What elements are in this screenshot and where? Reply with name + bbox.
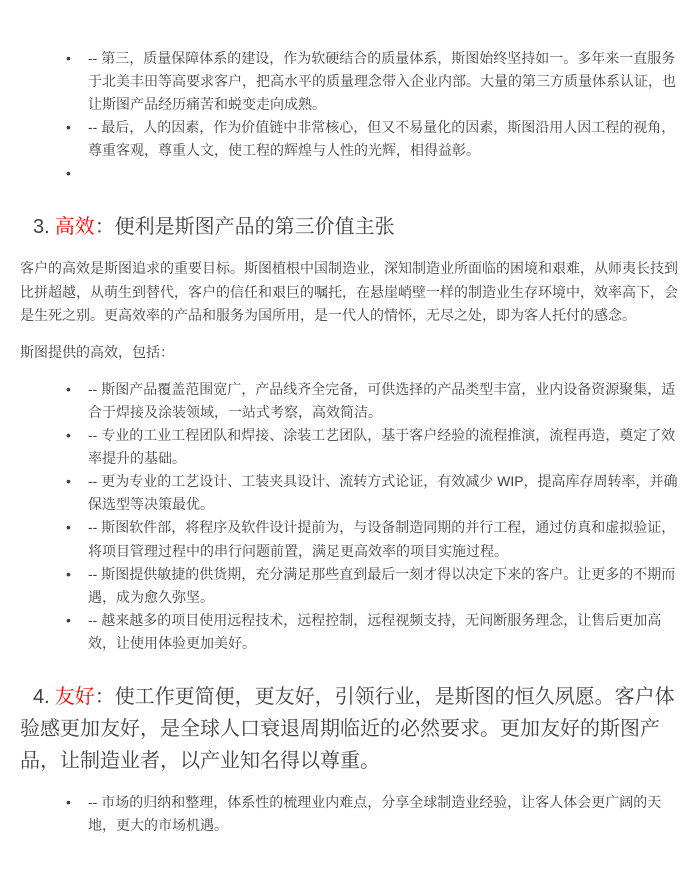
bullet-icon: • bbox=[66, 427, 71, 444]
bullet-icon: • bbox=[66, 793, 71, 810]
section-3-bullet-list bbox=[20, 378, 680, 655]
section-3-heading bbox=[20, 211, 680, 243]
list-item bbox=[66, 516, 680, 562]
list-item bbox=[66, 470, 680, 516]
section-3-list-intro: 斯图提供的高效，包括： bbox=[20, 343, 174, 360]
bullet-icon: • bbox=[66, 119, 71, 136]
list-item-text: -- 更为专业的工艺设计、工装夹具设计、流转方式论证，有效减少 WIP，提高库存周转率，并确保选型等决策最优。 bbox=[88, 473, 678, 513]
list-item-empty bbox=[66, 162, 680, 185]
list-item bbox=[66, 609, 680, 655]
bullet-icon: • bbox=[66, 50, 71, 66]
section-3-paragraph: 客户的高效是斯图追求的重要目标。斯图植根中国制造业，深知制造业所面临的困境和艰难，从师夷长技到比拼超越，从萌生到替代，客户的信任和艰巨的嘱托，在悬崖峭壁一样的制造业生存环境中，效率高下，会是生死之别。更高效率的产品和服务为国所用，是一代人的情怀，无尽之处，即为客人托付的感念。 bbox=[20, 260, 678, 323]
bullet-icon: • bbox=[66, 565, 71, 582]
list-item bbox=[66, 791, 680, 837]
list-item-text: -- 斯图软件部，将程序及软件设计提前为，与设备制造同期的并行工程，通过仿真和虚拟验证，将项目管理过程中的串行问题前置，满足更高效率的项目实施过程。 bbox=[88, 519, 676, 559]
section-4-heading bbox=[20, 681, 680, 777]
section-4-bullet-list bbox=[20, 791, 680, 837]
section-4-number: 4. bbox=[33, 685, 50, 708]
section-3-number: 3. bbox=[33, 216, 50, 239]
list-item-text: -- 第三，质量保障体系的建设，作为软硬结合的质量体系，斯图始终坚持如一。多年来一直服务于北美丰田等高要求客户，把高水平的质量理念带入企业内部。大量的第三方质量体系认证，也让斯图产品经历痛苦和蜕变走向成熟。 bbox=[88, 50, 676, 113]
intro-bullet-list bbox=[20, 47, 680, 185]
section-4-title-rest: ：使工作更简便，更友好，引领行业，是斯图的恒久夙愿。客户体验感更加友好，是全球人口衰退周期临近的必然要求。更加友好的斯图产品，让制造业者，以产业知名得以尊重。 bbox=[20, 685, 675, 772]
list-item-text: -- 专业的工业工程团队和焊接、涂装工艺团队，基于客户经验的流程推演，流程再造，奠定了效率提升的基础。 bbox=[88, 427, 676, 467]
bullet-icon: • bbox=[66, 165, 71, 182]
section-3-title-rest: ：便利是斯图产品的第三价值主张 bbox=[94, 216, 395, 239]
list-item bbox=[66, 47, 680, 116]
list-item-text: -- 最后，人的因素，作为价值链中非常核心，但又不易量化的因素，斯图沿用人因工程的视角，尊重客观，尊重人文，使工程的辉煌与人性的光辉，相得益彰。 bbox=[88, 119, 676, 159]
list-item-text: -- 越来越多的项目使用远程技术，远程控制，远程视频支持，无间断服务理念，让售后更加高效，让使用体验更加美好。 bbox=[88, 611, 662, 651]
list-item bbox=[66, 116, 680, 162]
list-item-text: -- 斯图产品覆盖范围宽广，产品线齐全完备，可供选择的产品类型丰富，业内设备资源聚集，适合于焊接及涂装领域，一站式考察，高效简洁。 bbox=[88, 380, 676, 420]
section-4-keyword: 友好 bbox=[54, 685, 95, 708]
list-item-text: -- 斯图提供敏捷的供货期，充分满足那些直到最后一刻才得以决定下来的客户。让更多的不期而遇，成为愈久弥坚。 bbox=[88, 565, 676, 605]
bullet-icon: • bbox=[66, 473, 71, 490]
list-item bbox=[66, 378, 680, 424]
list-item bbox=[66, 424, 680, 470]
list-item bbox=[66, 563, 680, 609]
section-3-keyword: 高效 bbox=[54, 216, 95, 239]
bullet-icon: • bbox=[66, 611, 71, 628]
list-item-text: -- 市场的归纳和整理，体系性的梳理业内难点，分享全球制造业经验，让客人体会更广阔的天地，更大的市场机遇。 bbox=[88, 793, 662, 834]
bullet-icon: • bbox=[66, 519, 71, 536]
bullet-icon: • bbox=[66, 380, 71, 397]
